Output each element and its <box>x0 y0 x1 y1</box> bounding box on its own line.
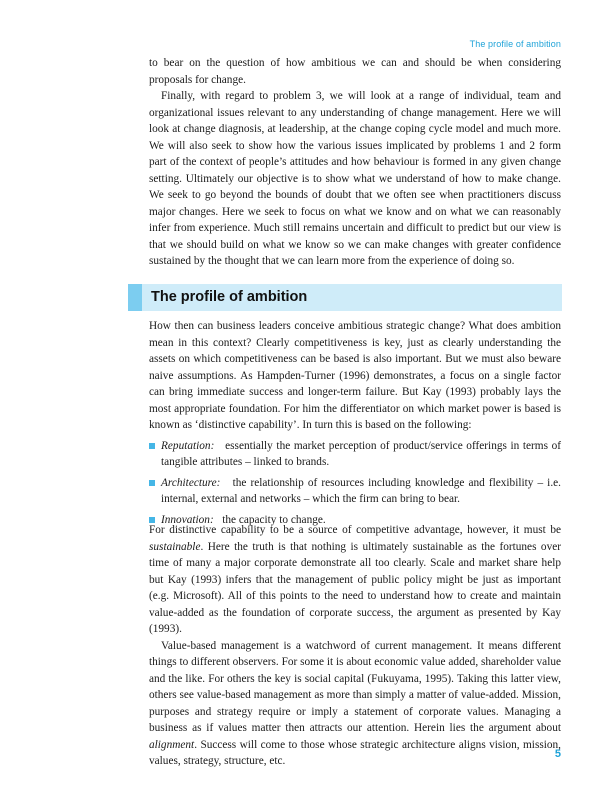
intro-text <box>149 55 561 270</box>
paragraph: to bear on the question of how ambitious we can and should be when considering proposals for change. <box>149 57 561 86</box>
paragraph <box>149 522 561 638</box>
page-number: 5 <box>554 748 561 760</box>
list-item-term: Architecture: <box>161 476 221 489</box>
list-item-text: the capacity to change. <box>222 513 326 526</box>
list-item-term: Innovation: <box>161 513 214 526</box>
section-body-continued <box>149 522 561 770</box>
paragraph-text: Value-based management is a watchword of current management. It means different things to different observers. For some it is about economic value added, shareholder value and the like. For others the key is social capital (Fukuyama, 1995). Taking this latter view, others see value-based management as more than simply a matter of value-added. Mission, purposes and strategy require or imply a statement of corporate values. Managing a business as if values matter then attracts our attention. Herein lies the argument about <box>149 639 561 734</box>
paragraph-text: . Success will come to those whose strategic architecture aligns vision, mission, values, strategy, structure, etc. <box>149 738 561 767</box>
running-head: The profile of ambition <box>469 39 561 49</box>
bullet-list <box>149 438 561 529</box>
paragraph <box>149 638 561 770</box>
paragraph-text: . Here the truth is that nothing is ultimately sustainable as the fortunes over time of many a major corporate demonstrate all too clearly. Scale and market share help but Kay (1993) infers that the management of public policy might be just as important (e.g. Microsoft). All of this points to the need to understand how to create and maintain value-added as the foundation of corporate success, the argument as presented by Kay (1993). <box>149 540 561 635</box>
list-item-text: essentially the market perception of product/service offerings in terms of tangible attributes – linked to brands. <box>161 439 561 468</box>
section-heading-accent-bar <box>128 284 142 311</box>
list-item-term: Reputation: <box>161 439 215 452</box>
emphasis: sustainable <box>149 540 201 553</box>
square-bullet-icon <box>149 443 155 449</box>
emphasis: alignment <box>149 738 195 751</box>
section-body <box>149 318 561 534</box>
list-item <box>149 475 561 508</box>
section-title: The profile of ambition <box>151 289 308 305</box>
list-item <box>149 438 561 471</box>
list-item-text: the relationship of resources including knowledge and flexibility – i.e. internal, external and networks – which the firm can bring to bear. <box>161 476 561 505</box>
paragraph: How then can business leaders conceive ambitious strategic change? What does ambition mean in this context? Clearly competitiveness is key, just as clearly understanding the assets on which competitiveness can be based is also important. But we must also beware naive assumptions. As Hampden-Turner (1996) demonstrates, a focus on a single factor can bring immediate success and longer-term failure. But Kay (1993) probably lays the most appropriate foundation. For him the differentiator on which market power is based is known as ‘distinctive capability’. In turn this is based on the following: <box>149 320 561 431</box>
paragraph-text: For distinctive capability to be a source of competitive advantage, however, it must be <box>149 524 561 536</box>
square-bullet-icon <box>149 480 155 486</box>
paragraph: Finally, with regard to problem 3, we will look at a range of individual, team and organizational issues relevant to any understanding of change management. Here we will look at change diagnosis, at leadership, at the change coping cycle model and much more. We will also seek to show how the various issues implicated by problems 1 and 2 form part of the context of people’s attitudes and how behaviour is formed in any given change setting. Ultimately our objective is to show what we understand of how to make change. We seek to go beyond the bounds of doubt that we often see when practitioners discuss major changes. Here we seek to focus on what we know and on what we can reasonably infer from experience. Much still remains uncertain and difficult to predict but our view is that we should build on what we know so we can make changes with greater confidence sustained by the thought that we can learn more from the experience of doing so. <box>149 90 561 267</box>
